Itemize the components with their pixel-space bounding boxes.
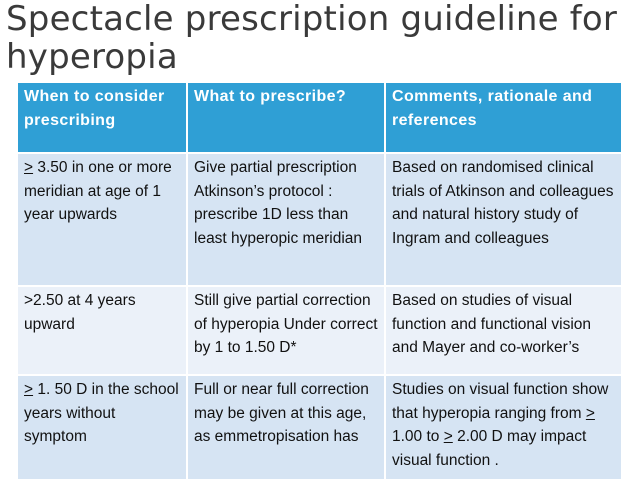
- row-3-when: [18, 376, 186, 479]
- row-3-comments-part-b: 1.00 to: [392, 428, 444, 445]
- header-what-to-prescribe: What to prescribe?: [188, 83, 384, 152]
- slide-title: [6, 0, 636, 76]
- row-2-what: Still give partial correction of hyperopia Under correct by 1 to 1.50 D*: [188, 287, 384, 374]
- header-when-to-consider: When to consider prescribing: [18, 83, 186, 152]
- row-1-what: Give partial prescription Atkinson’s protocol : prescribe 1D less than least hyperopic meridian: [188, 154, 384, 285]
- slide-title-line-2: hyperopia: [6, 37, 178, 77]
- header-comments: Comments, rationale and references: [386, 83, 621, 152]
- prescription-table: [18, 83, 621, 479]
- row-1-comments: Based on randomised clinical trials of Atkinson and colleagues and natural history study of Ingram and colleagues: [386, 154, 621, 285]
- row-3-comments-symbol-2: >: [443, 428, 453, 445]
- row-3-comments-part-a: Studies on visual function show that hyperopia ranging from: [392, 381, 609, 422]
- row-2-comments: Based on studies of visual function and functional vision and Mayer and co-worker’s: [386, 287, 621, 374]
- slide-title-line-1: Spectacle prescription guideline for: [6, 0, 618, 39]
- row-1-when-symbol: >: [24, 159, 34, 176]
- row-3-when-text: 1. 50 D in the school years without symptom: [24, 381, 179, 445]
- row-3-comments-part-c: 2.00 D may impact visual function .: [392, 428, 587, 469]
- row-3-when-symbol: >: [24, 381, 34, 398]
- row-1-when-text: 3.50 in one or more meridian at age of 1 year upwards: [24, 159, 172, 223]
- row-1-when: [18, 154, 186, 285]
- row-3-comments-symbol-1: >: [585, 404, 595, 422]
- row-3-what: Full or near full correction may be given at this age, as emmetropisation has: [188, 376, 384, 479]
- row-3-comments: [386, 376, 621, 479]
- row-2-when: >2.50 at 4 years upward: [18, 287, 186, 374]
